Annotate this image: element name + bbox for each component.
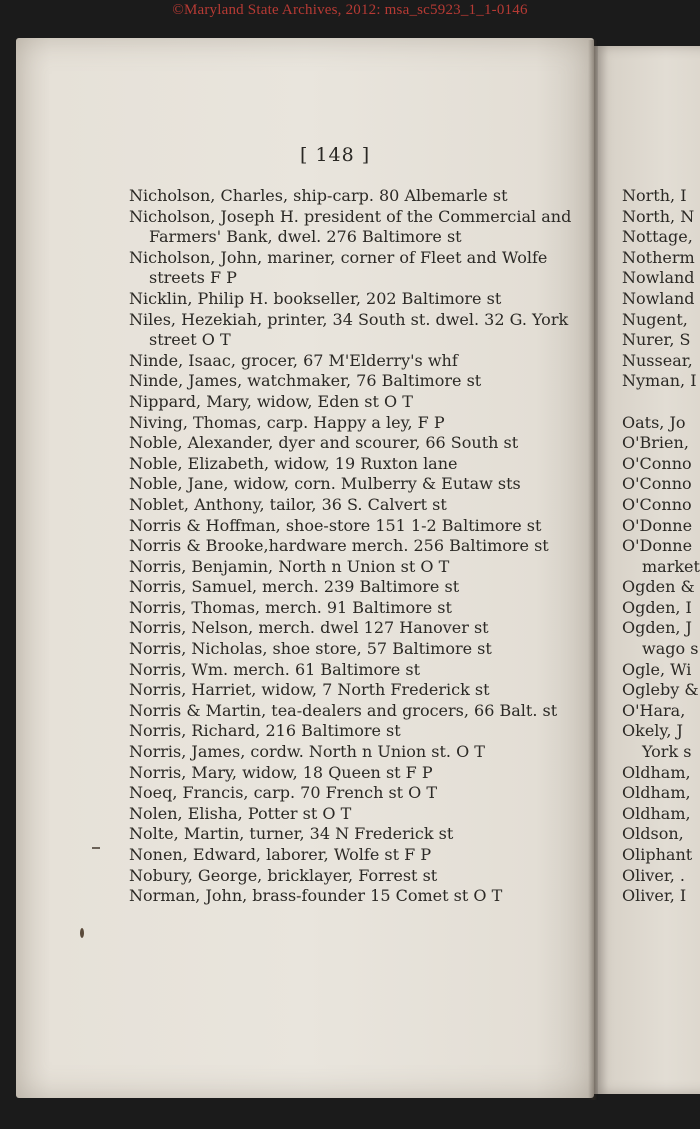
directory-entry: Niles, Hezekiah, printer, 34 South st. dwel. 32 G. York street O T: [129, 309, 569, 350]
book-spine: [588, 40, 598, 1100]
right-page-entry: Notherm: [622, 247, 695, 267]
directory-entry: Nonen, Edward, laborer, Wolfe st F P: [129, 845, 432, 864]
right-page-entry: Ogleby &: [622, 680, 699, 700]
right-page-entry: O'Hara,: [622, 700, 686, 720]
right-page-entry: O'Brien,: [622, 433, 689, 453]
page-number: [ 148 ]: [300, 144, 371, 166]
right-page-entry: [622, 392, 700, 413]
directory-entry: Noeq, Francis, carp. 70 French st O T: [129, 783, 438, 803]
directory-entry: Norris, Samuel, merch. 239 Baltimore st: [129, 577, 460, 597]
right-page-entry: Nowland: [622, 268, 695, 288]
directory-entry: Nobury, George, bricklayer, Forrest st: [129, 865, 438, 885]
right-page-entry: O'Conno: [622, 494, 692, 514]
right-page-entry: Oliver, .: [622, 865, 686, 885]
right-page-entries: [622, 186, 700, 907]
directory-entry: Noble, Jane, widow, corn. Mulberry & Eutaw sts: [129, 474, 521, 494]
right-page-entry: North, N: [622, 206, 695, 226]
right-page-entry: Okely, J: [622, 721, 683, 741]
right-page-entry: Ogden, I: [622, 597, 692, 617]
directory-entry: Ninde, James, watchmaker, 76 Baltimore st: [129, 371, 482, 391]
right-page-entry: Nussear,: [622, 350, 693, 370]
directory-entry: Norris, Wm. merch. 61 Baltimore st: [129, 659, 420, 679]
directory-entry: Norris, Thomas, merch. 91 Baltimore st: [129, 597, 452, 617]
ink-blot: [80, 928, 84, 938]
directory-entry: Nicholson, Charles, ship-carp. 80 Albemarle st: [129, 186, 508, 205]
directory-entry: Noble, Alexander, dyer and scourer, 66 South st: [129, 433, 519, 453]
right-page-entry: Oliphant: [622, 845, 693, 864]
right-page-entry: Nurer, S: [622, 330, 691, 350]
directory-entry: Niving, Thomas, carp. Happy a ley, F P: [129, 412, 445, 432]
directory-entry: Nicklin, Philip H. bookseller, 202 Baltimore st: [129, 288, 502, 308]
right-page-entry: Oldham,: [622, 803, 691, 823]
directory-entry: Nolen, Elisha, Potter st O T: [129, 803, 352, 823]
right-page-entry: Nugent,: [622, 309, 688, 329]
directory-entries: [129, 186, 579, 907]
directory-entry: Ninde, Isaac, grocer, 67 M'Elderry's whf: [129, 350, 458, 370]
directory-entry: Norris, James, cordw. North n Union st. O T: [129, 742, 485, 762]
directory-entry: Norris & Hoffman, shoe-store 151 1-2 Baltimore st: [129, 515, 542, 535]
right-page-entry: North, I: [622, 186, 687, 205]
directory-entry: Nolte, Martin, turner, 34 N Frederick st: [129, 824, 454, 844]
right-page-entry: Nowland: [622, 288, 695, 308]
right-page-entry: O'Donne: [622, 515, 693, 535]
directory-entry: Nicholson, John, mariner, corner of Fleet and Wolfe streets F P: [129, 247, 548, 288]
right-page-entry: O'Conno: [622, 474, 692, 494]
right-page-entry: Oliver, I: [622, 886, 687, 906]
right-page-entry: O'Donne: [622, 536, 693, 556]
right-page-entry: wago s: [642, 639, 699, 659]
right-page-entry: Oldson,: [622, 824, 684, 844]
directory-entry: Norris, Mary, widow, 18 Queen st F P: [129, 762, 433, 782]
directory-entry: Norris, Harriet, widow, 7 North Frederick st: [129, 680, 490, 700]
right-page-entry: Oldham,: [622, 783, 691, 803]
directory-entry: Noblet, Anthony, tailor, 36 S. Calvert st: [129, 494, 447, 514]
right-page-entry: Ogden &: [622, 577, 695, 597]
directory-entry: Norris, Nelson, merch. dwel 127 Hanover st: [129, 618, 489, 638]
right-page-entry: York s: [642, 742, 692, 762]
directory-entry: Norris, Richard, 216 Baltimore st: [129, 721, 401, 741]
directory-entry: Norman, John, brass-founder 15 Comet st O T: [129, 886, 503, 906]
directory-entry: Nippard, Mary, widow, Eden st O T: [129, 391, 413, 411]
archive-watermark: ©Maryland State Archives, 2012: msa_sc5923_1_1-0146: [172, 2, 528, 18]
directory-entry: Norris & Brooke,hardware merch. 256 Baltimore st: [129, 536, 549, 556]
ink-mark: [92, 847, 100, 849]
right-page-entry: market: [642, 556, 700, 576]
right-page-entry: O'Conno: [622, 453, 692, 473]
right-page-entry: Ogle, Wi: [622, 659, 692, 679]
directory-entry: Norris & Martin, tea-dealers and grocers, 66 Balt. st: [129, 700, 558, 720]
directory-entry: Norris, Benjamin, North n Union st O T: [129, 556, 450, 576]
directory-entry: Nicholson, Joseph H. president of the Commercial and Farmers' Bank, dwel. 276 Baltimore st: [129, 206, 572, 247]
right-page-entry: Nottage,: [622, 227, 693, 247]
right-page-entry: Oldham,: [622, 762, 691, 782]
right-page-entry: Oats, Jo: [622, 412, 686, 432]
directory-entry: Noble, Elizabeth, widow, 19 Ruxton lane: [129, 453, 458, 473]
right-page-entry: Ogden, J: [622, 618, 692, 638]
directory-entry: Norris, Nicholas, shoe store, 57 Baltimore st: [129, 639, 492, 659]
right-page-entry: Nyman, I: [622, 371, 697, 391]
